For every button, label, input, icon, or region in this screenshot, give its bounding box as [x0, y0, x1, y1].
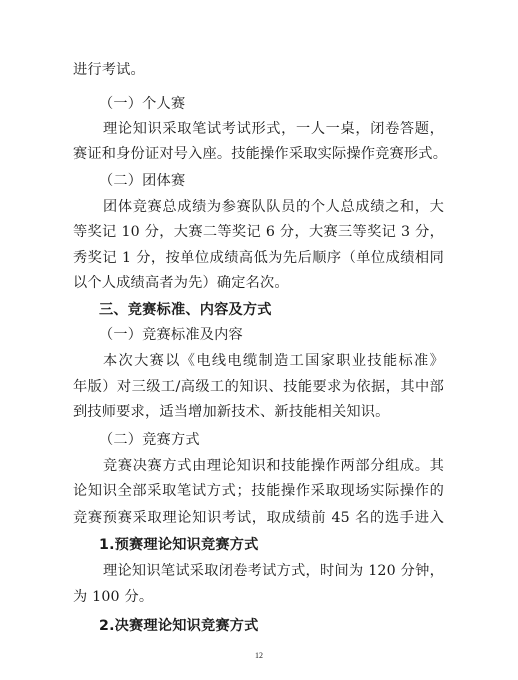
section-heading-method: （二）竞赛方式	[99, 432, 200, 448]
text-line: 团体竞赛总成绩为参赛队队员的个人总成绩之和，大	[103, 199, 444, 215]
text-line: 以个人成绩高者为先）确定名次。	[73, 275, 289, 291]
text-line: 赛证和身份证对号入座。技能操作采取实际操作竞赛形式。	[73, 146, 448, 162]
text-line: 等奖记 10 分，大赛二等奖记 6 分，大赛三等奖记 3 分，	[73, 224, 444, 240]
section-heading-team: （二）团体赛	[99, 173, 186, 189]
text-line: 进行考试。	[73, 62, 145, 78]
text-line: 年版）对三级工/高级工的知识、技能要求为依据，其中部	[73, 379, 444, 395]
subsection-heading-final: 2.决赛理论知识竞赛方式	[99, 618, 259, 634]
text-line: 为 100 分。	[73, 589, 154, 605]
section-heading-individual: （一）个人赛	[99, 96, 186, 112]
text-line: 到技师要求，适当增加新技术、新技能相关知识。	[73, 404, 390, 420]
subsection-heading-preliminary: 1.预赛理论知识竞赛方式	[99, 537, 259, 553]
text-line: 本次大赛以《电线电缆制造工国家职业技能标准》	[103, 353, 444, 369]
text-line: 秀奖记 1 分，按单位成绩高低为先后顺序（单位成绩相同	[73, 250, 444, 266]
page-number: 12	[255, 651, 263, 660]
text-line: 论知识全部采取笔试方式；技能操作采取现场实际操作的	[73, 483, 444, 499]
text-line: 理论知识笔试采取闭卷考试方式，时间为 120 分钟，	[103, 563, 444, 579]
text-line: 竞赛决赛方式由理论知识和技能操作两部分组成。其	[103, 458, 444, 474]
chapter-heading: 三、竞赛标准、内容及方式	[99, 302, 272, 318]
text-line: 竞赛预赛采取理论知识考试，取成绩前 45 名的选手进入	[73, 510, 444, 526]
text-line: 理论知识采取笔试考试形式，一人一桌，闭卷答题，	[103, 121, 444, 137]
section-heading-standard: （一）竞赛标准及内容	[99, 327, 243, 343]
